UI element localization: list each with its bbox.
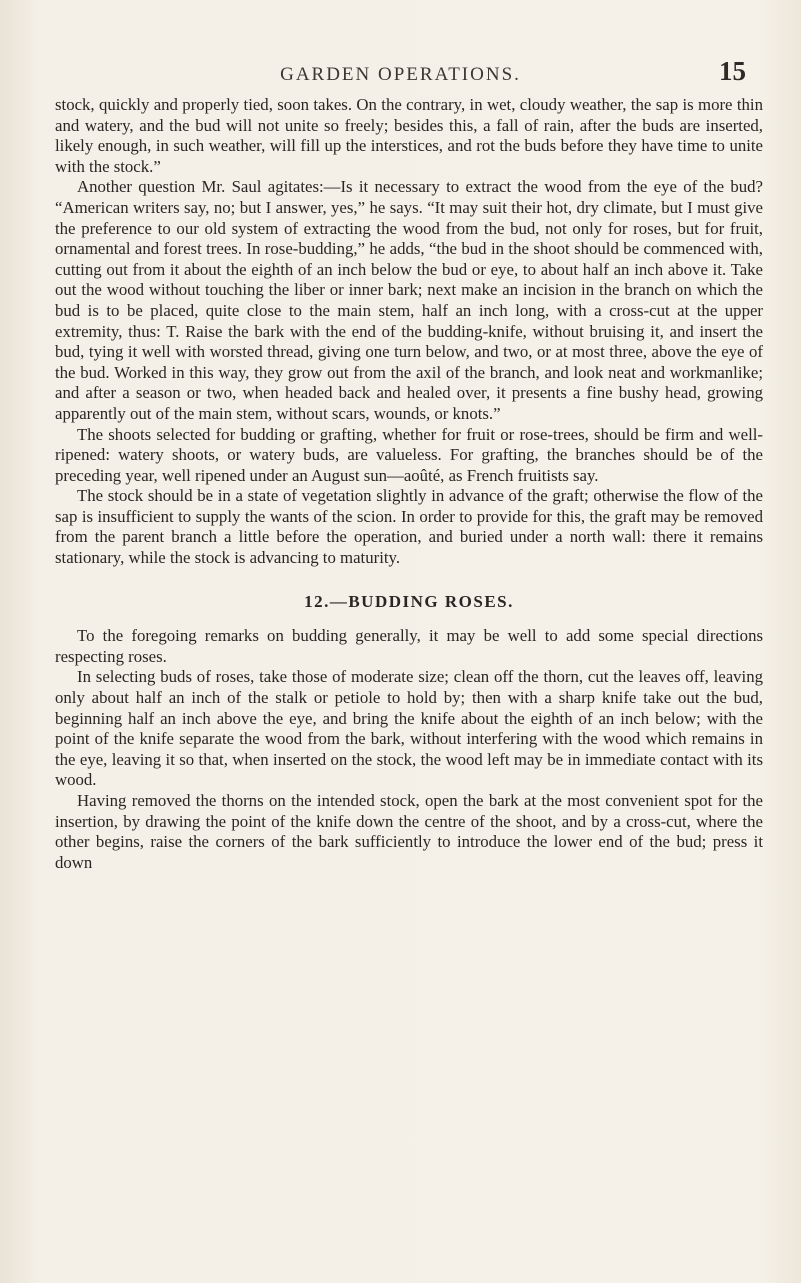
paragraph: The stock should be in a state of vegetation slightly in advance of the graft; otherwise the flow of the sap is insufficient to supply the wants of the scion. In order to provide for this, the graft may be removed from the parent branch a little before the operation, and buried under a north wall: there it remains stationary, while the stock is advancing to maturity.	[55, 486, 763, 568]
paragraph: To the foregoing remarks on budding generally, it may be well to add some special directions respecting roses.	[55, 626, 763, 666]
running-head: GARDEN OPERATIONS.	[280, 64, 521, 85]
paragraph: Another question Mr. Saul agitates:—Is it necessary to extract the wood from the eye of the bud? “American writers say, no; but I answer, yes,” he says. “It may suit their hot, dry climate, but I must give the preference to our old system of extracting the wood from the bud, not only for roses, but for fruit, ornamental and forest trees. In rose-budding,” he adds, “the bud in the shoot should be commenced with, cutting out from it about the eighth of an inch below the bud or eye, to about half an inch above it. Take out the wood without touching the liber or inner bark; next make an incision in the branch on which the bud is to be placed, quite close to the main stem, half an inch long, with a cross-cut at the upper extremity, thus: T. Raise the bark with the end of the budding-knife, without bruising it, and insert the bud, tying it well with worsted thread, giving one turn below, and two, or at most three, above the eye of the bud. Worked in this way, they grow out from the axil of the branch, and look neat and workmanlike; and after a season or two, when headed back and healed over, it presents a fine bushy head, growing apparently out of the main stem, without scars, wounds, or knots.”	[55, 177, 763, 423]
page-header	[0, 56, 801, 92]
page-number: 15	[719, 56, 746, 86]
paragraph: The shoots selected for budding or grafting, whether for fruit or rose-trees, should be firm and well-ripened: watery shoots, or watery buds, are valueless. For grafting, the branches should be of the preceding year, well ripened under an August sun—aoûté, as French fruitists say.	[55, 424, 763, 485]
section-heading: 12.—BUDDING ROSES.	[304, 591, 514, 611]
paragraph: In selecting buds of roses, take those of moderate size; clean off the thorn, cut the leaves off, leaving only about half an inch of the stalk or petiole to hold by; then with a sharp knife take out the bud, beginning half an inch above the eye, and bring the knife about the eighth of an inch below; with the point of the knife separate the wood from the bark, without interfering with the wood which remains in the eye, leaving it so that, when inserted on the stock, the wood left may be in immediate contact with its wood.	[55, 667, 763, 790]
paragraph: stock, quickly and properly tied, soon takes. On the contrary, in wet, cloudy weather, the sap is more thin and watery, and the bud will not unite so freely; besides this, a fall of rain, after the buds are inserted, likely enough, in such weather, will fill up the interstices, and rot the buds before they have time to unite with the stock.”	[55, 95, 763, 176]
paragraph: Having removed the thorns on the intended stock, open the bark at the most convenient spot for the insertion, by drawing the point of the knife down the centre of the shoot, and by a cross-cut, where the other begins, raise the corners of the bark sufficiently to introduce the lower end of the bud; press it down	[55, 791, 763, 872]
body-text	[55, 95, 763, 873]
